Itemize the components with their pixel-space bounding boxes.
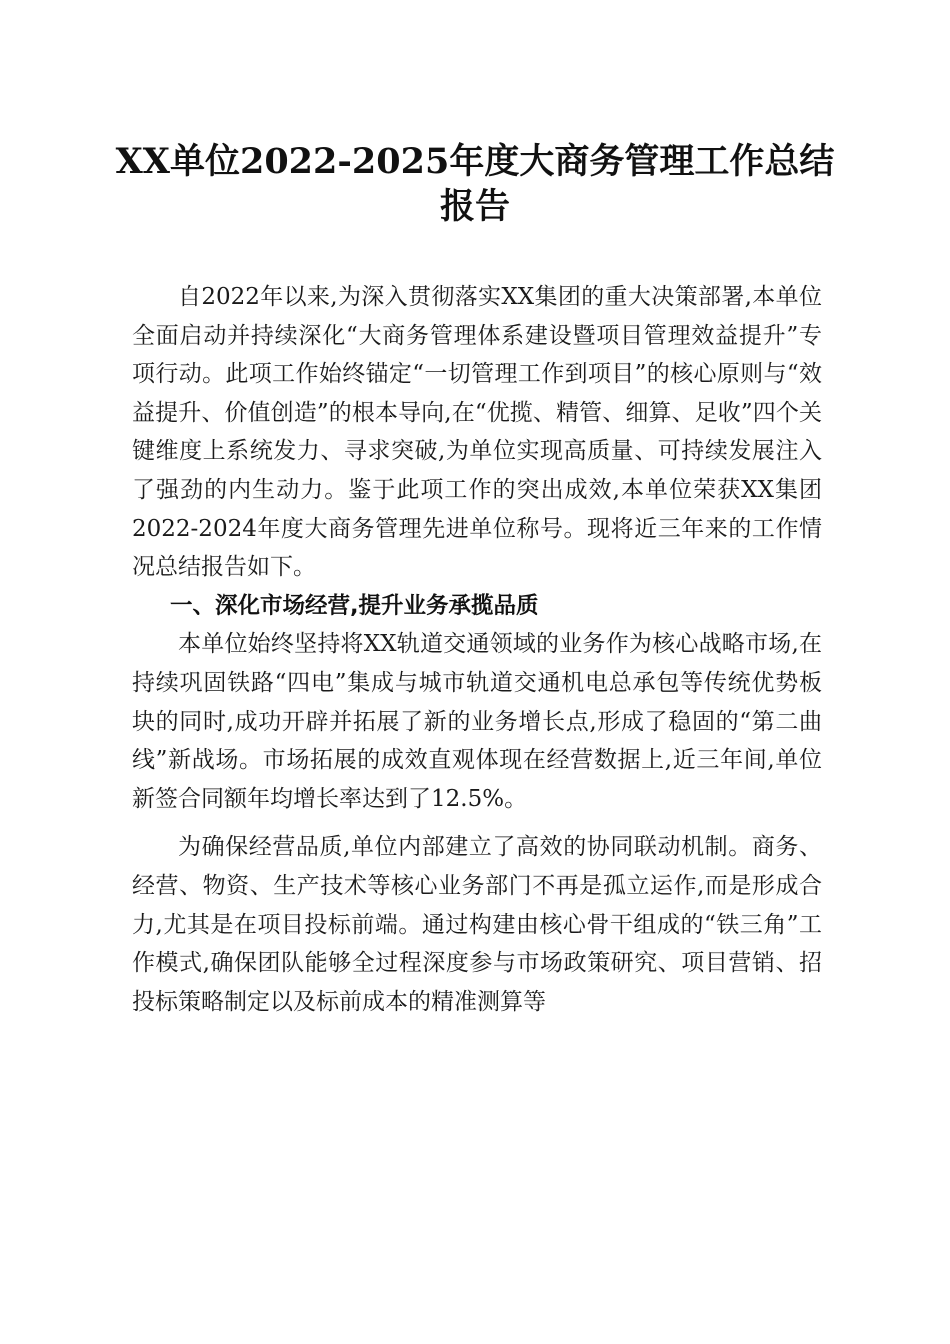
section1-paragraph-2: 为确保经营品质,单位内部建立了高效的协同联动机制。商务、经营、物资、生产技术等核心业务部门不再是孤立运作,而是形成合力,尤其是在项目投标前端。通过构建由核心骨干组成的“铁三角”工作模式,确保团队能够全过程深度参与市场政策研究、项目营销、招投标策略制定以及标前成本的精准测算等 (132, 834, 822, 1015)
title-line-2: 报告 (439, 186, 510, 227)
paragraph-gap (132, 818, 822, 828)
document-body (132, 278, 822, 1021)
title-line-1: XX单位2022-2025年度大商务管理工作总结 (115, 141, 835, 182)
section1-paragraph-1: 本单位始终坚持将XX轨道交通领域的业务作为核心战略市场,在持续巩固铁路“四电”集成与城市轨道交通机电总承包等传统优势板块的同时,成功开辟并拓展了新的业务增长点,形成了稳固的“第二曲线”新战场。市场拓展的成效直观体现在经营数据上,近三年间,单位新签合同额年均增长率达到了12.5%。 (132, 631, 822, 812)
section-heading-1: 一、深化市场经营,提升业务承揽品质 (170, 592, 539, 619)
intro-paragraph: 自2022年以来,为深入贯彻落实XX集团的重大决策部署,本单位全面启动并持续深化“大商务管理体系建设暨项目管理效益提升”专项行动。此项工作始终锚定“一切管理工作到项目”的核心原则与“效益提升、价值创造”的根本导向,在“优揽、精管、细算、足收”四个关键维度上系统发力、寻求突破,为单位实现高质量、可持续发展注入了强劲的内生动力。鉴于此项工作的突出成效,本单位荣获XX集团2022-2024年度大商务管理先进单位称号。现将近三年来的工作情况总结报告如下。 (132, 284, 822, 581)
document-title (110, 139, 840, 229)
